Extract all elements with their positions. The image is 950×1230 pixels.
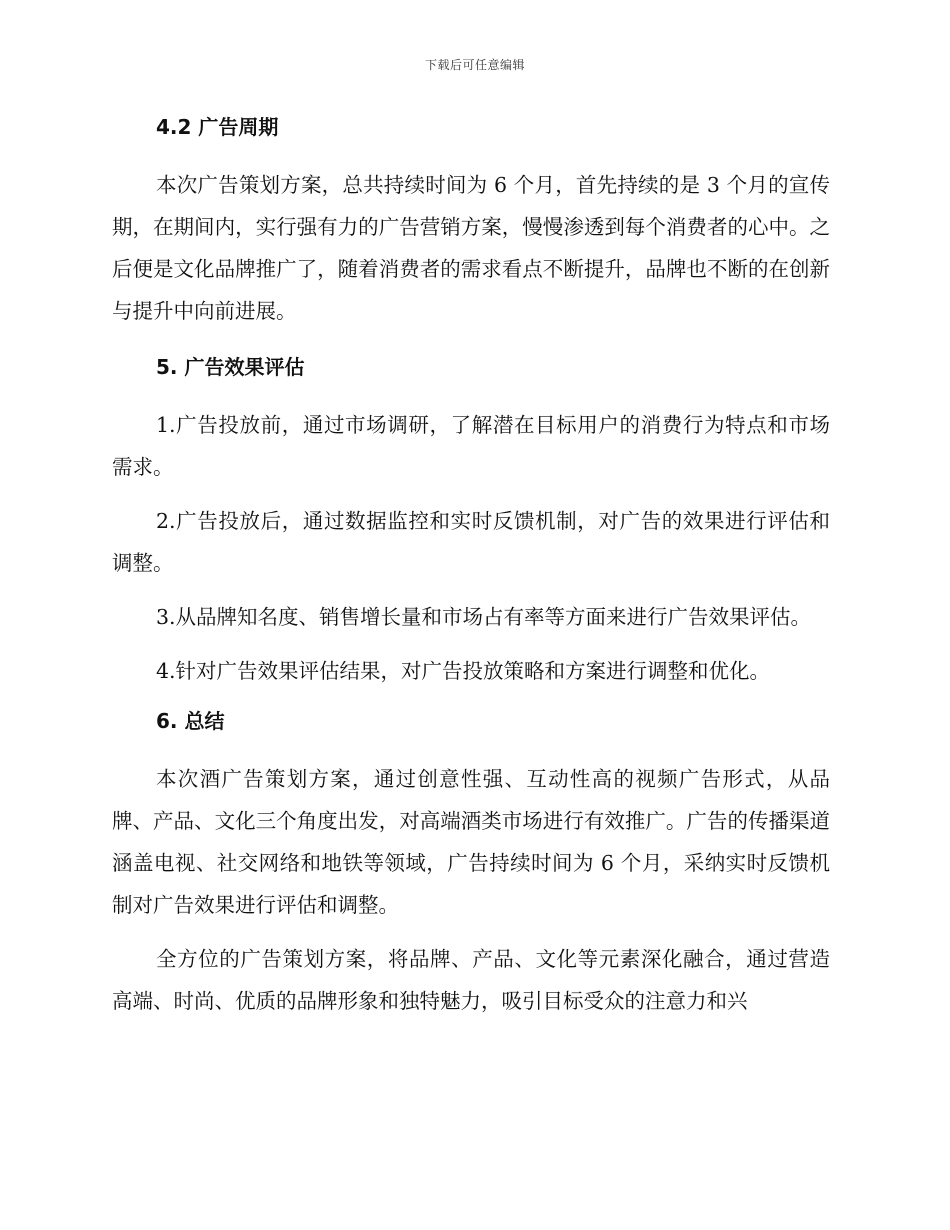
section-ad-evaluation [112,350,830,692]
paragraph: 1.广告投放前，通过市场调研，了解潜在目标用户的消费行为特点和市场需求。 [112,413,830,479]
paragraph: 2.广告投放后，通过数据监控和实时反馈机制，对广告的效果进行评估和调整。 [112,509,830,575]
paragraph: 4.针对广告效果评估结果，对广告投放策略和方案进行调整和优化。 [156,659,771,683]
section-heading: 6. 总结 [156,709,225,733]
header-note: 下载后可任意编辑 [424,58,525,72]
section-heading: 4.2 广告周期 [156,115,279,139]
paragraph: 3.从品牌知名度、销售增长量和市场占有率等方面来进行广告效果评估。 [156,605,812,629]
paragraph: 全方位的广告策划方案，将品牌、产品、文化等元素深化融合，通过营造高端、时尚、优质的品牌形象和独特魅力，吸引目标受众的注意力和兴 [112,947,830,1013]
section-heading: 5. 广告效果评估 [156,355,305,379]
paragraph: 本次广告策划方案，总共持续时间为 6 个月，首先持续的是 3 个月的宣传期，在期间内，实行强有力的广告营销方案，慢慢渗透到每个消费者的心中。之后便是文化品牌推广了，随着消费者的需求看点不断提升，品牌也不断的在创新与提升中向前进展。 [112,173,830,323]
paragraph: 本次酒广告策划方案，通过创意性强、互动性高的视频广告形式，从品牌、产品、文化三个角度出发，对高端酒类市场进行有效推广。广告的传播渠道涵盖电视、社交网络和地铁等领域，广告持续时间为 6 个月，采纳实时反馈机制对广告效果进行评估和调整。 [112,767,830,917]
document-body [112,110,830,1034]
section-ad-cycle [112,110,830,332]
section-summary [112,704,830,1022]
